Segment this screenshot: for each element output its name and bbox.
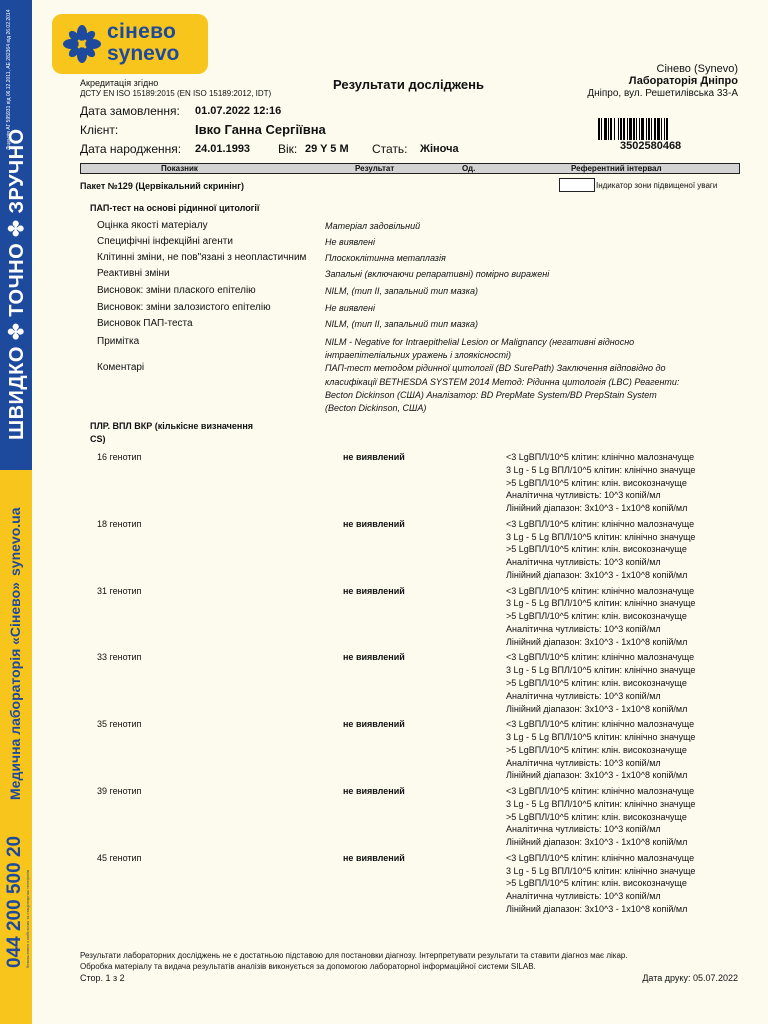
- reference-line: <3 LgВПЛ/10^5 клітин: клінічно малозначуще: [506, 452, 695, 462]
- lab-address: Дніпро, вул. Решетилівська 33-А: [587, 88, 738, 99]
- reference-line: >5 LgВПЛ/10^5 клітин: клін. високозначуще: [506, 744, 687, 755]
- license-text: Ліцензія АГ 595931 від 06.12.2011, АЕ 282364 від 26.02.2014: [6, 9, 12, 150]
- pap-row-value: інтраепітеліальних уражень і злоякісності): [325, 350, 512, 360]
- column-header: Референтний інтервал: [571, 164, 662, 173]
- pap-row-label: Реактивні зміни: [97, 268, 170, 279]
- reference-line: >5 LgВПЛ/10^5 клітин: клін. високозначуще: [506, 811, 687, 822]
- genotype-result: не виявлений: [343, 852, 405, 863]
- reference-line: 3 Lg - 5 Lg ВПЛ/10^5 клітин: клінічно значуще: [506, 865, 696, 876]
- reference-line: 3 Lg - 5 Lg ВПЛ/10^5 клітин: клінічно значуще: [506, 598, 696, 609]
- attention-indicator-note: Індикатор зони підвищеної уваги: [596, 181, 718, 190]
- pap-row-value: NILM, (тип II, запальний тип мазка): [325, 286, 478, 296]
- genotype-label: 16 генотип: [97, 452, 142, 462]
- pap-row-value: Запальні (включаючи репаративні) помірно виражені: [325, 269, 550, 279]
- reference-line: >5 LgВПЛ/10^5 клітин: клін. високозначуще: [506, 477, 687, 488]
- column-header-bar: [80, 163, 740, 174]
- reference-interval: [506, 651, 695, 715]
- reference-line: Аналітична чутливість: 10^3 копій/мл: [506, 690, 661, 701]
- phone-number[interactable]: 044 200 500 20: [4, 835, 25, 968]
- pap-row-value: (Becton Dickinson, США): [325, 403, 427, 413]
- pap-row-value: NILM - Negative for Intraepithelial Lesion or Malignancy (негативні відносно: [325, 337, 635, 347]
- barcode-icon: [598, 118, 738, 140]
- footer-system-note: Обробка матеріалу та видача результатів аналізів виконується за допомогою лабораторної інформаційної системи SILAB.: [80, 962, 536, 971]
- reference-line: 3 Lg - 5 Lg ВПЛ/10^5 клітин: клінічно значуще: [506, 531, 696, 542]
- reference-line: Аналітична чутливість: 10^3 копій/мл: [506, 891, 661, 902]
- reference-line: 3 Lg - 5 Lg ВПЛ/10^5 клітин: клінічно значуще: [506, 464, 696, 475]
- attention-indicator-box: [559, 178, 595, 192]
- phone-note: безкоштовно з мобільних та стаціонарних телефонів: [25, 869, 30, 968]
- age-label: Вік:: [278, 142, 298, 156]
- reference-line: <3 LgВПЛ/10^5 клітин: клінічно малозначуще: [506, 652, 695, 663]
- pap-row-value: Becton Dickinson (США) Аналізатор: BD PrepMate System/BD PrepStain System: [325, 390, 657, 400]
- pap-row-label: Специфічні інфекційні агенти: [97, 236, 233, 247]
- pap-row-value: NILM, (тип II, запальний тип мазка): [325, 319, 478, 329]
- page-number: Стор. 1 з 2: [80, 973, 125, 983]
- genotype-result: не виявлений: [343, 652, 405, 663]
- reference-line: Аналітична чутливість: 10^3 копій/мл: [506, 623, 661, 634]
- reference-line: Лінійний діапазон: 3x10^3 - 1x10^8 копій/мл: [506, 903, 688, 914]
- reference-line: Лінійний діапазон: 3x10^3 - 1x10^8 копій/мл: [506, 569, 688, 580]
- column-header: Показник: [161, 164, 198, 173]
- accreditation-line-2: ДСТУ EN ISO 15189:2015 (EN ISO 15189:2012, IDT): [80, 89, 272, 98]
- dob-value: 24.01.1993: [195, 143, 251, 155]
- reference-line: 3 Lg - 5 Lg ВПЛ/10^5 клітин: клінічно значуще: [506, 665, 696, 676]
- reference-line: <3 LgВПЛ/10^5 клітин: клінічно малозначуще: [506, 719, 695, 730]
- reference-line: 3 Lg - 5 Lg ВПЛ/10^5 клітин: клінічно значуще: [506, 798, 696, 809]
- client-label: Клієнт:: [80, 123, 119, 137]
- reference-line: 3 Lg - 5 Lg ВПЛ/10^5 клітин: клінічно значуще: [506, 731, 696, 742]
- genotype-result: не виявлений: [343, 452, 405, 462]
- logo-text-en: synevo: [107, 42, 180, 65]
- lab-name-vertical: Медична лабораторія «Сінево»: [7, 582, 23, 800]
- reference-line: >5 LgВПЛ/10^5 клітин: клін. високозначуще: [506, 611, 687, 622]
- genotype-result: не виявлений: [343, 518, 405, 529]
- pap-row-label: Клітинні зміни, не пов"язані з неопластичним: [97, 252, 307, 263]
- genotype-result: не виявлений: [343, 585, 405, 596]
- pap-row-label: Коментарі: [97, 362, 145, 373]
- lab-name: Сінево (Synevo): [656, 63, 738, 75]
- genotype-result: не виявлений: [343, 719, 405, 730]
- lab-branch: Лабораторія Дніпро: [628, 75, 738, 87]
- pap-row-value: ПАП-тест методом рідинної цитології (BD SurePath) Заключення відповідно до: [325, 363, 666, 373]
- reference-line: Аналітична чутливість: 10^3 копій/мл: [506, 557, 661, 568]
- genotype-label: 35 генотип: [97, 719, 142, 730]
- genotype-label: 39 генотип: [97, 786, 142, 796]
- website-link[interactable]: synevo.ua: [7, 507, 23, 576]
- reference-line: Лінійний діапазон: 3x10^3 - 1x10^8 копій/мл: [506, 503, 688, 514]
- reference-line: <3 LgВПЛ/10^5 клітин: клінічно малозначуще: [506, 852, 695, 863]
- pap-row-value: Плоскоклітинна метаплазія: [325, 253, 446, 263]
- flower-logo-icon: [62, 24, 102, 64]
- reference-interval: [506, 718, 695, 782]
- reference-line: Лінійний діапазон: 3x10^3 - 1x10^8 копій/мл: [506, 837, 688, 848]
- reference-interval: [506, 585, 695, 649]
- reference-line: <3 LgВПЛ/10^5 клітин: клінічно малозначуще: [506, 518, 695, 529]
- reference-interval: [506, 852, 695, 916]
- reference-interval: [506, 451, 695, 515]
- accreditation-line-1: Акредитація згідно: [80, 78, 159, 88]
- pap-row-label: Висновок: зміни залозистого епітелію: [97, 302, 271, 313]
- reference-line: <3 LgВПЛ/10^5 клітин: клінічно малозначуще: [506, 585, 695, 596]
- genotype-label: 45 генотип: [97, 852, 142, 863]
- order-date-label: Дата замовлення:: [80, 104, 180, 118]
- logo-text-ua: сінево: [107, 20, 177, 43]
- genotype-label: 18 генотип: [97, 518, 142, 529]
- reference-interval: [506, 785, 695, 849]
- reference-line: Лінійний діапазон: 3x10^3 - 1x10^8 копій/мл: [506, 636, 688, 647]
- reference-line: <3 LgВПЛ/10^5 клітин: клінічно малозначуще: [506, 786, 695, 796]
- order-date-value: 01.07.2022 12:16: [195, 105, 282, 117]
- pap-row-value: Матеріал задовільний: [325, 221, 421, 231]
- age-value: 29 Y 5 M: [305, 143, 349, 155]
- reference-line: >5 LgВПЛ/10^5 клітин: клін. високозначуще: [506, 677, 687, 688]
- client-name: Івко Ганна Сергіївна: [195, 122, 326, 137]
- genotype-label: 33 генотип: [97, 652, 142, 663]
- hpv-section-title: ПЛР. ВПЛ ВКР (кількісне визначення: [90, 421, 254, 431]
- column-header: Од.: [462, 164, 476, 173]
- pap-row-label: Висновок ПАП-теста: [97, 318, 193, 329]
- page-title: Результати досліджень: [333, 77, 484, 92]
- pap-row-value: Не виявлені: [325, 303, 375, 313]
- reference-interval: [506, 518, 695, 582]
- pap-row-value: класифікації BETHESDA SYSTEM 2014 Метод: Рідинна цитологія (LBC) Реагенти:: [325, 377, 680, 387]
- sex-label: Стать:: [372, 142, 408, 156]
- reference-line: Лінійний діапазон: 3x10^3 - 1x10^8 копій/мл: [506, 770, 688, 781]
- reference-line: Аналітична чутливість: 10^3 копій/мл: [506, 824, 661, 835]
- sex-value: Жіноча: [420, 143, 459, 155]
- column-header: Результат: [355, 164, 395, 173]
- pap-row-label: Примітка: [97, 336, 140, 347]
- slogan: ШВИДКО ✤ ТОЧНО ✤ ЗРУЧНО: [6, 128, 28, 440]
- dob-label: Дата народження:: [80, 142, 182, 156]
- genotype-label: 31 генотип: [97, 585, 142, 596]
- pap-section-title: ПАП-тест на основі рідинної цитології: [90, 203, 260, 213]
- pap-row-value: Не виявлені: [325, 237, 375, 247]
- package-title: Пакет №129 (Цервікальний скринінг): [80, 181, 244, 191]
- genotype-result: не виявлений: [343, 786, 405, 796]
- reference-line: Лінійний діапазон: 3x10^3 - 1x10^8 копій/мл: [506, 703, 688, 714]
- reference-line: Аналітична чутливість: 10^3 копій/мл: [506, 490, 661, 501]
- hpv-section-title-2: CS): [90, 434, 106, 444]
- reference-line: Аналітична чутливість: 10^3 копій/мл: [506, 757, 661, 768]
- reference-line: >5 LgВПЛ/10^5 клітин: клін. високозначуще: [506, 878, 687, 889]
- pap-row-label: Оцінка якості матеріалу: [97, 220, 208, 231]
- print-date: Дата друку: 05.07.2022: [642, 973, 738, 983]
- pap-row-label: Висновок: зміни плаского епітелію: [97, 285, 256, 296]
- reference-line: >5 LgВПЛ/10^5 клітин: клін. високозначуще: [506, 544, 687, 555]
- footer-disclaimer: Результати лабораторних досліджень не є достатньою підставою для постановки діагнозу. Інтерпретувати результати та ставити діагноз має лікар.: [80, 951, 628, 960]
- barcode-number: 3502580468: [620, 140, 682, 152]
